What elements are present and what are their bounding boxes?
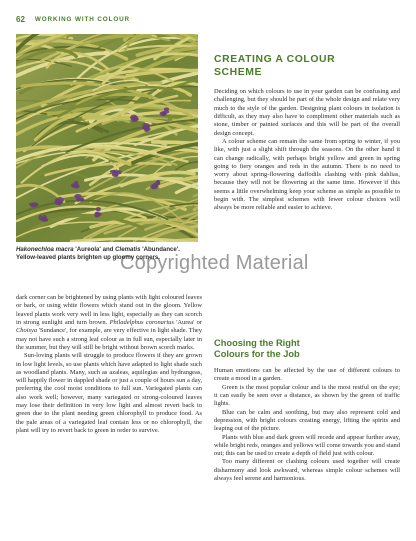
paragraph: dark corner can be brightened by using plants with light coloured leaves or bark, or using white flowers which stand out in the gloom. Yellow leaved plants work very well in less light, especially as they can scorch in strong sunlight and turn brown. Philadelphus coronarius 'Aurea' or Choisya 'Sundance', for example, are very effective in light shade. They may not have such a strong leaf colour as in full sun, especially later in the summer, but they will still be bright without brown scorch marks. bbox=[16, 294, 202, 351]
paragraph: Plants with blue and dark green will recede and appear further away, while bright reds, oranges and yellows will come towards you and stand out; this can be used to create a depth of field just with colour. bbox=[214, 433, 400, 458]
clematis-flower bbox=[94, 212, 98, 218]
paragraph: Too many different or clashing colours used together will create disharmony and look awkward, whereas simple colour schemes will always feel serene and harmonious. bbox=[214, 458, 400, 483]
colour-scheme-text bbox=[214, 88, 400, 213]
clematis-flower bbox=[41, 218, 48, 222]
figure-caption: Hakonechloa macra 'Aureola' and Clematis 'Abundance'. Yellow-leaved plants brighten up gloomy corners. bbox=[16, 246, 180, 262]
caption-botanical-name-1: Hakonechloa macra bbox=[16, 246, 74, 253]
choosing-colours-text bbox=[214, 367, 400, 483]
hakonechloa-clematis-image bbox=[16, 34, 198, 242]
clematis-flower bbox=[150, 184, 158, 189]
page-number: 62 bbox=[16, 14, 25, 24]
paragraph: A colour scheme can remain the same from spring to winter, if you like, with just a slight shift through the seasons. On the other hand it can change radically, with perhaps bright yellow and green in spring going to fiery oranges and reds in the autumn. There is no need to worry about spring-flowering daffodils clashing with pink dahlias, because they will not be flowering at the same time. However if this seems a little overwhelming keep your scheme as simple as possible to begin with. The simplest schemes with fewer colour choices will always be more reliable and easier to achieve. bbox=[214, 137, 400, 212]
paragraph: Sun-loving plants will struggle to produce flowers if they are grown in low light levels, so use plants which have adapted to light shade such as woodland plants. Many, such as azaleas, aquilegias and hydrangeas, will happily flower in dappled shade or just a couple of hours sun a day, preferring the cool moist conditions to full sun. Variegated plants can also work well; however, many variegated or strong-coloured leaves may lose their definition in very low light and almost revert back to green due to the plant needing green chlorophyll to produce food. As the pale areas of a variegated leaf contain less or no chlorophyll, the plant will try to revert back to green in order to survive. bbox=[16, 352, 202, 434]
paragraph: Green is the most popular colour and is the most restful on the eye; it can easily be seen over a distance, as shown by the green of traffic lights. bbox=[214, 383, 400, 408]
caption-botanical-name-2: Clematis bbox=[115, 246, 141, 253]
clematis-flower bbox=[96, 207, 101, 211]
subheading-choosing-colours: Choosing the Right Colours for the Job bbox=[214, 338, 300, 360]
clematis-flower bbox=[56, 200, 62, 206]
running-section-title: WORKING WITH COLOUR bbox=[34, 15, 131, 23]
grass-photo bbox=[16, 34, 198, 242]
clematis-flower bbox=[31, 202, 38, 206]
clematis-flower bbox=[163, 110, 169, 113]
clematis-flower bbox=[73, 184, 78, 187]
paragraph: Human emotions can be affected by the use of different colours to create a mood in a garden. bbox=[214, 367, 400, 383]
clematis-flower bbox=[116, 170, 122, 174]
clematis-flower bbox=[143, 123, 150, 128]
clematis-flower bbox=[156, 181, 160, 185]
clematis-flower bbox=[130, 115, 138, 121]
paragraph: Blue can be calm and soothing, but may also represent cold and depression, with bright colours creating energy, lifting the spirits and leaping out of the picture. bbox=[214, 408, 400, 433]
clematis-flower bbox=[80, 198, 84, 202]
copyright-watermark: Copyrighted Material bbox=[120, 252, 309, 274]
left-column-text bbox=[16, 294, 202, 435]
running-header bbox=[16, 12, 130, 26]
section-heading-colour-scheme: CREATING A COLOUR SCHEME bbox=[214, 54, 336, 78]
clematis-flower bbox=[76, 198, 80, 202]
paragraph: Deciding on which colours to use in your garden can be confusing and challenging, but they should be part of the whole design and relate very much to the style of the garden. Designing plant colours in isolation is difficult, as they may also have to compliment other materials such as stone, timber or painted surfaces and this will be part of the overall design concept. bbox=[214, 88, 400, 137]
